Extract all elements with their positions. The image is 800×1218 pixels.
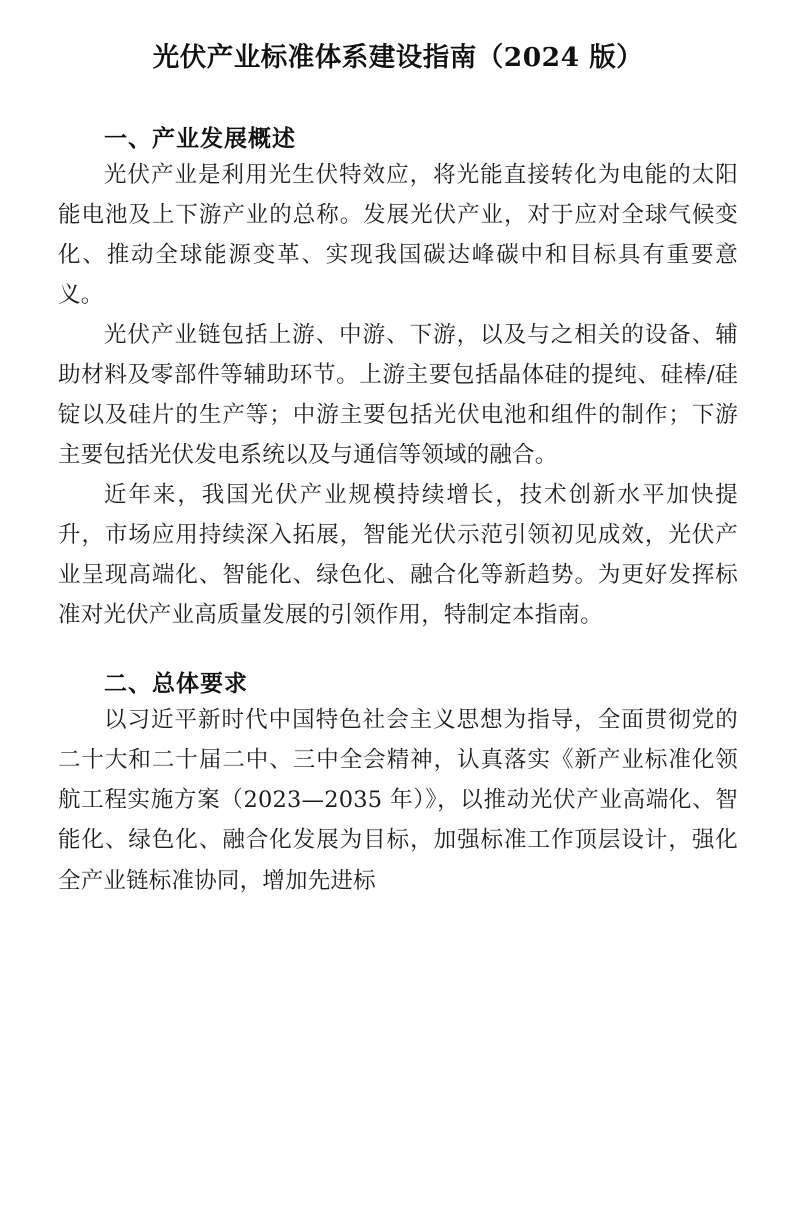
paragraph: 光伏产业链包括上游、中游、下游，以及与之相关的设备、辅助材料及零部件等辅助环节。上游主要包括晶体硅的提纯、硅棒/硅锭以及硅片的生产等；中游主要包括光伏电池和组件的制作；下游主要包括光伏发电系统以及与通信等领域的融合。 xyxy=(58,321,738,469)
paragraph: 近年来，我国光伏产业规模持续增长，技术创新水平加快提升，市场应用持续深入拓展，智能光伏示范引领初见成效，光伏产业呈现高端化、智能化、绿色化、融合化等新趋势。为更好发挥标准对光伏产业高质量发展的引领作用，特制定本指南。 xyxy=(58,482,738,629)
section-general-requirements xyxy=(58,665,738,900)
paragraph: 光伏产业是利用光生伏特效应，将光能直接转化为电能的太阳能电池及上下游产业的总称。发展光伏产业，对于应对全球气候变化、推动全球能源变革、实现我国碳达峰碳中和目标具有重要意义。 xyxy=(58,161,738,308)
section-heading-2: 二、总体要求 xyxy=(104,670,248,698)
section-heading-1: 一、产业发展概述 xyxy=(104,124,296,152)
paragraph: 以习近平新时代中国特色社会主义思想为指导，全面贯彻党的二十大和二十届二中、三中全会精神，认真落实《新产业标准化领航工程实施方案（2023—2035 年）》，以推动光伏产业高端化、智能化、绿色化、融合化发展为目标，加强标准工作顶层设计，强化全产业链标准协同，增加先进标 xyxy=(58,707,738,894)
document-title: 光伏产业标准体系建设指南（2024 版） xyxy=(152,42,644,73)
section-industry-overview xyxy=(58,120,738,636)
